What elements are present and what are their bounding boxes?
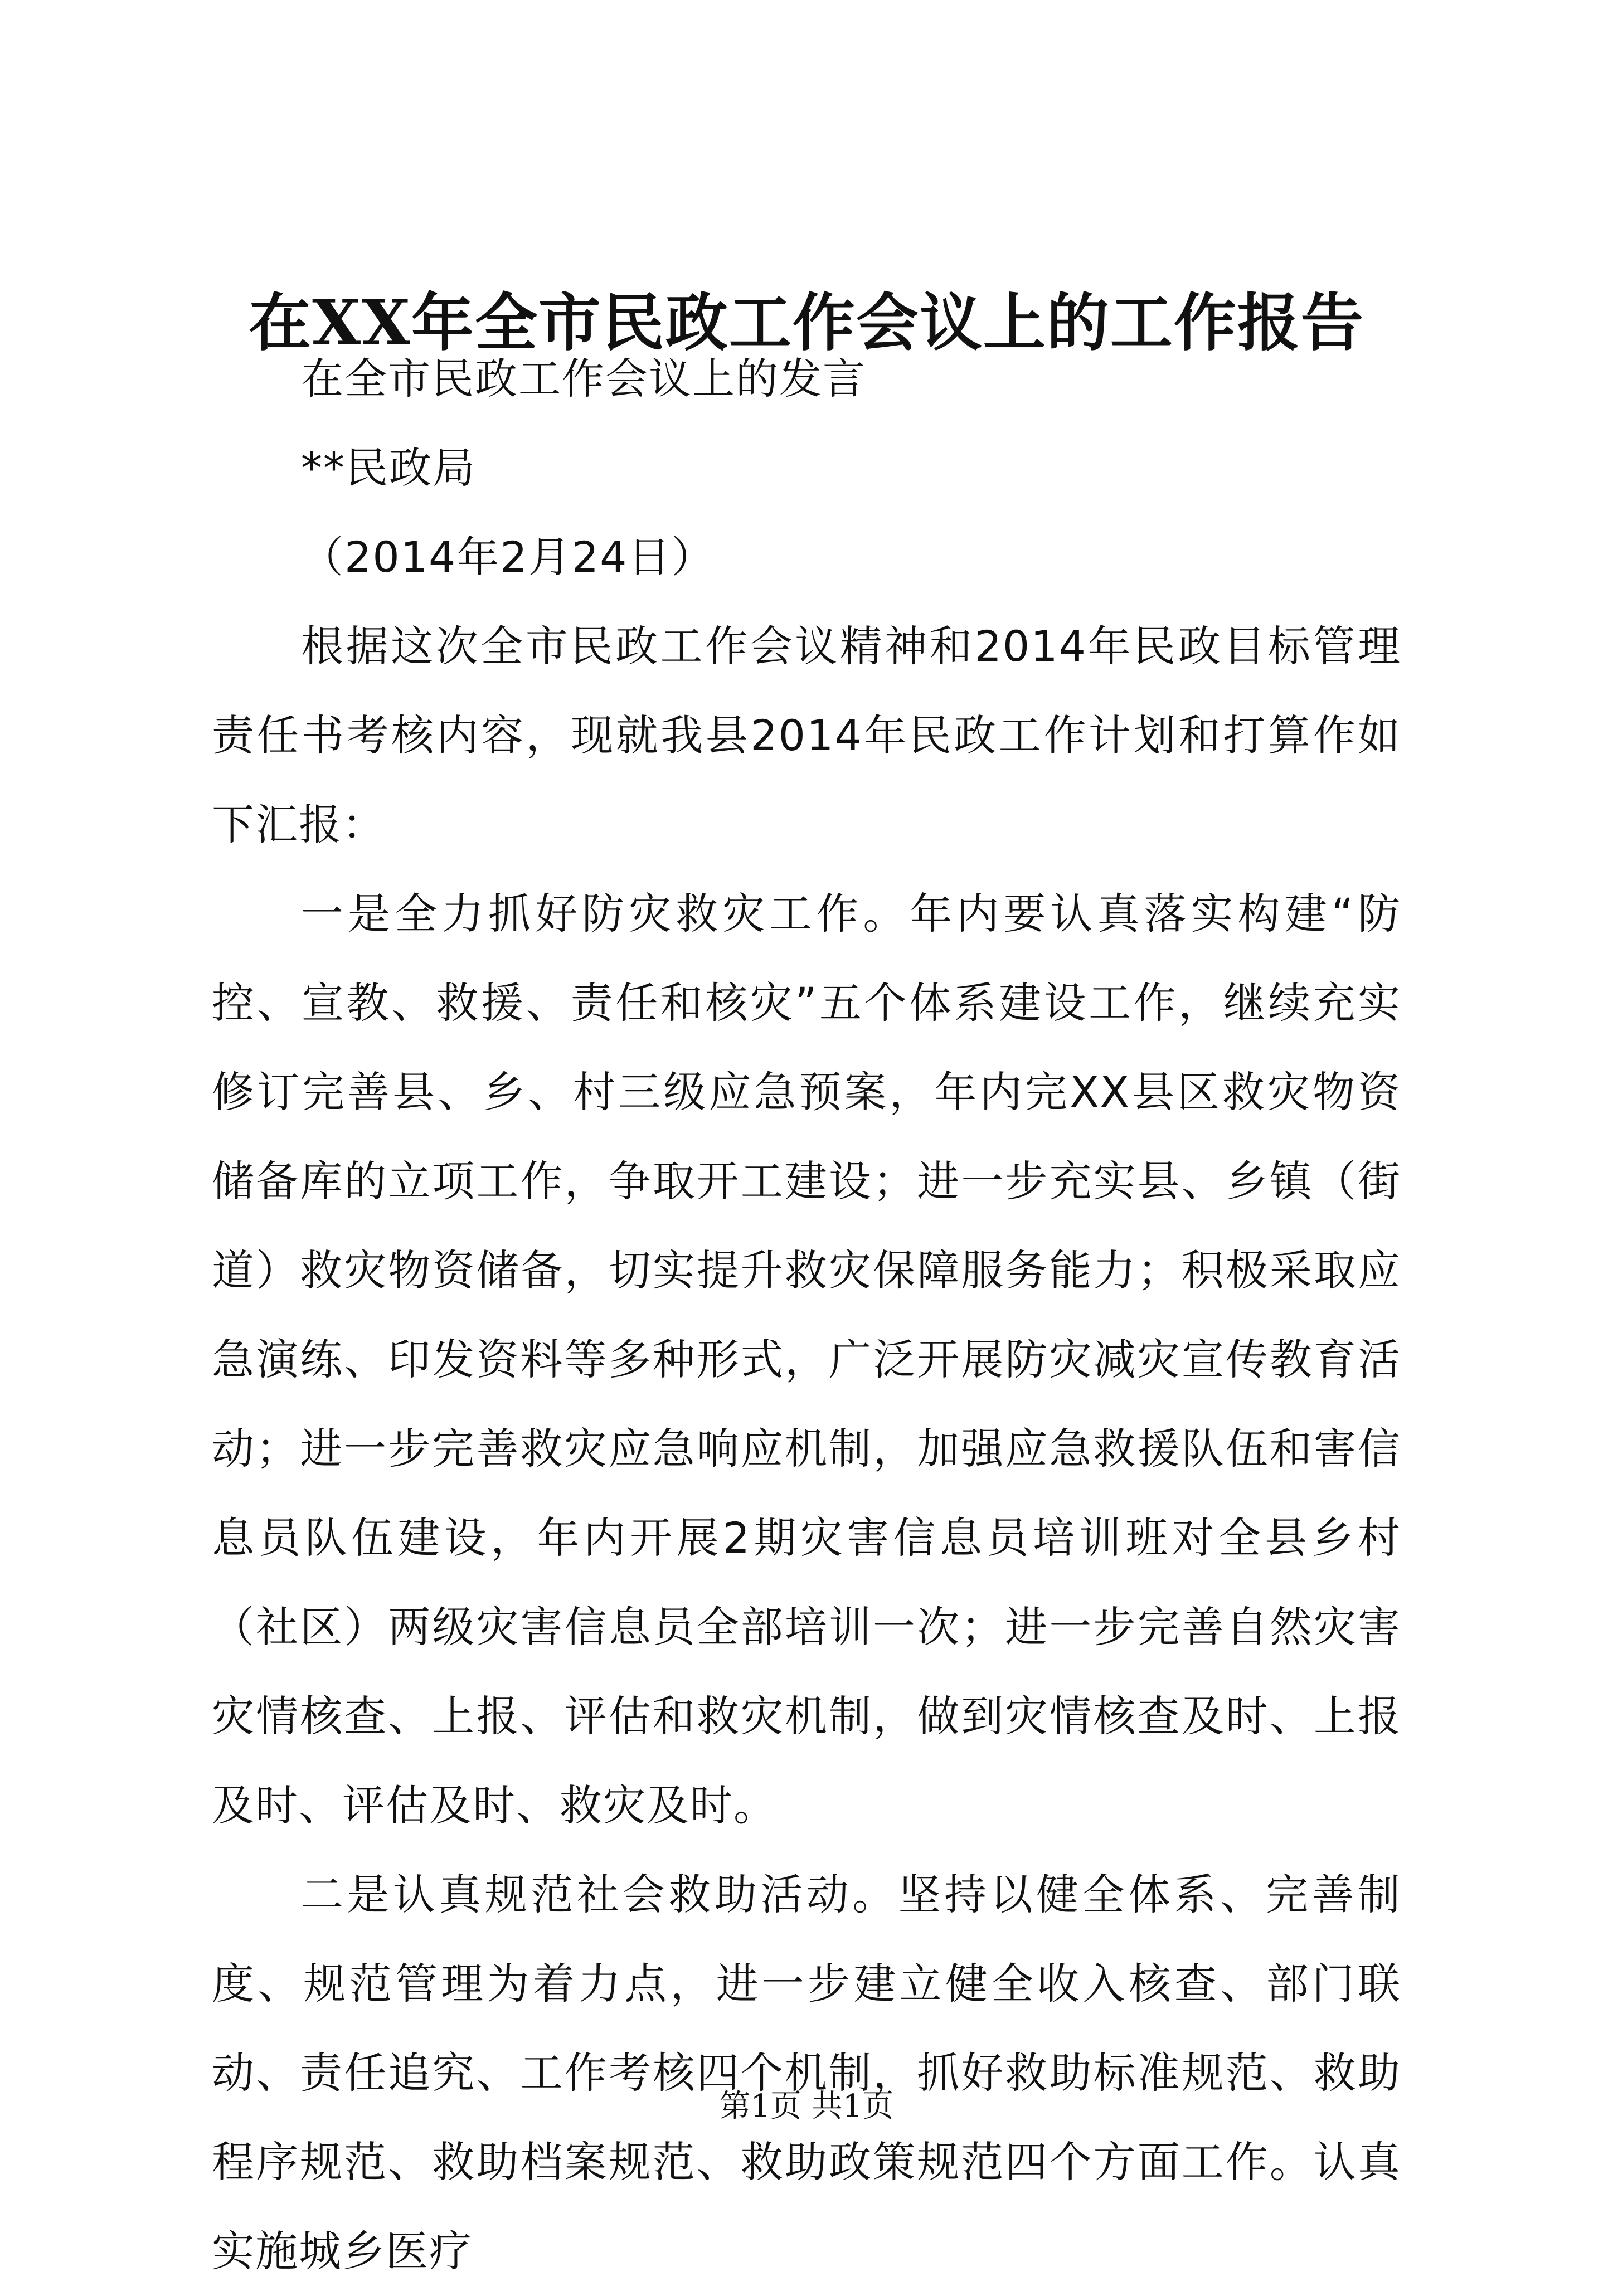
document-date: （2014年2月24日） <box>301 532 715 582</box>
paragraph-disaster-relief: 一是全力抓好防灾救灾工作。年内要认真落实构建“防控、宣教、救援、责任和核灾”五个体系建设工作，继续充实修订完善县、乡、村三级应急预案，年内完XX县区救灾物资储备库的立项工作，争取开工建设；进一步充实县、乡镇（街道）救灾物资储备，切实提升救灾保障服务能力；积极采取应急演练、印发资料等多种形式，广泛开展防灾减灾宣传教育活动；进一步完善救灾应急响应机制，加强应急救援队伍和害信息员队伍建设，年内开展2期灾害信息员培训班对全县乡村（社区）两级灾害信息员全部培训一次；进一步完善自然灾害灾情核查、上报、评估和救灾机制，做到灾情核查及时、上报及时、评估及时、救灾及时。 <box>212 889 1401 1830</box>
page-title: 在XX年全市民政工作会议上的工作报告 <box>249 286 1364 359</box>
page-footer: 第1页 共1页 <box>719 2088 894 2124</box>
document-author: **民政局 <box>301 443 476 493</box>
document-body <box>212 334 1401 2296</box>
paragraph-social-assistance: 二是认真规范社会救助活动。坚持以健全体系、完善制度、规范管理为着力点，进一步建立健全收入核查、部门联动、责任追究、工作考核四个机制，抓好救助标准规范、救助程序规范、救助档案规范、救助政策规范四个方面工作。认真实施城乡医疗 <box>212 1870 1401 2276</box>
document-subtitle: 在全市民政工作会议上的发言 <box>301 354 866 403</box>
paragraph-intro: 根据这次全市民政工作会议精神和2014年民政目标管理责任书考核内容，现就我县2014年民政工作计划和打算作如下汇报： <box>212 621 1401 849</box>
